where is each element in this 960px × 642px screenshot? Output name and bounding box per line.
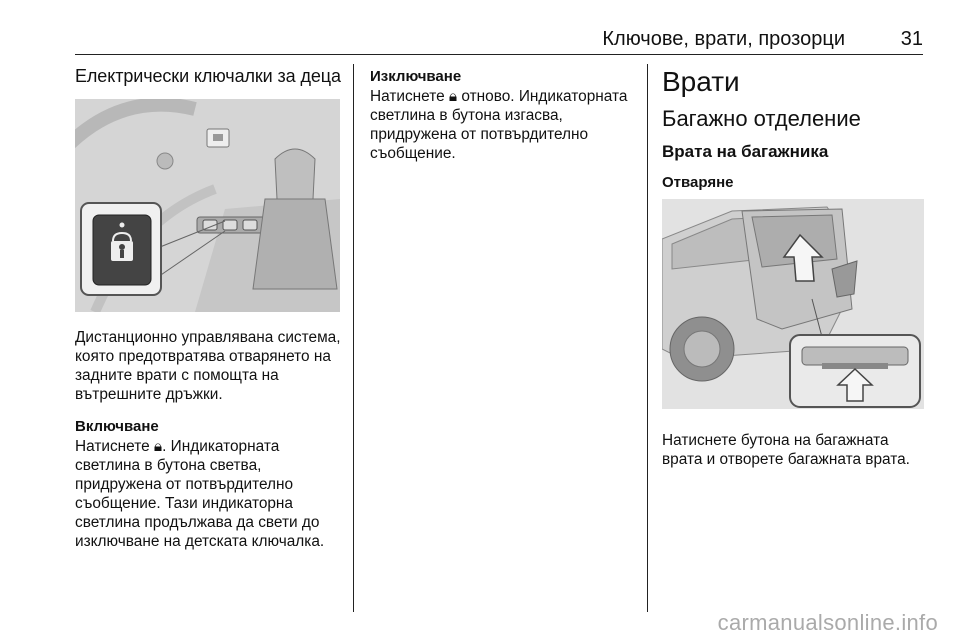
child-lock-description: Дистанционно управлявана система, която предотвратява отварянето на задните врати с помощта на вътрешните дръжки. [75,329,341,403]
column-middle [370,60,638,163]
figure-child-lock-button [75,99,340,312]
enable-text: Натиснете 🔒︎. Индикаторната светлина в бутона светва, придружена от потвърдително съобщение. Тази индикаторна светлина продължава да свети до изключване на детската ключалка. [75,438,325,550]
section-heading-doors: Врати [662,66,740,97]
column-divider-1 [353,64,354,612]
header-title: Ключове, врати, прозорци [602,28,845,50]
tailgate-illustration [662,199,924,409]
child-lock-illustration [75,99,340,312]
column-left [75,60,343,551]
tailgate-instruction: Натиснете бутона на багажната врата и отворете багажната врата. [662,432,910,468]
column-divider-2 [647,64,648,612]
page-header [75,28,923,55]
disable-heading: Изключване [370,68,462,85]
open-heading: Отваряне [662,174,734,191]
column-right [662,60,927,469]
page-number: 31 [900,28,923,50]
disable-text: Натиснете 🔒︎ отново. Индикаторната светлина в бутона изгасва, придружена от потвърдително съобщение. [370,88,628,162]
enable-heading: Включване [75,418,159,435]
section-heading-child-locks: Електрически ключалки за деца [75,66,341,86]
figure-tailgate-open [662,199,924,409]
section-heading-load-compartment: Багажно отделение [662,106,861,131]
section-heading-tailgate: Врата на багажника [662,142,829,161]
watermark: carmanualsonline.info [717,610,938,635]
